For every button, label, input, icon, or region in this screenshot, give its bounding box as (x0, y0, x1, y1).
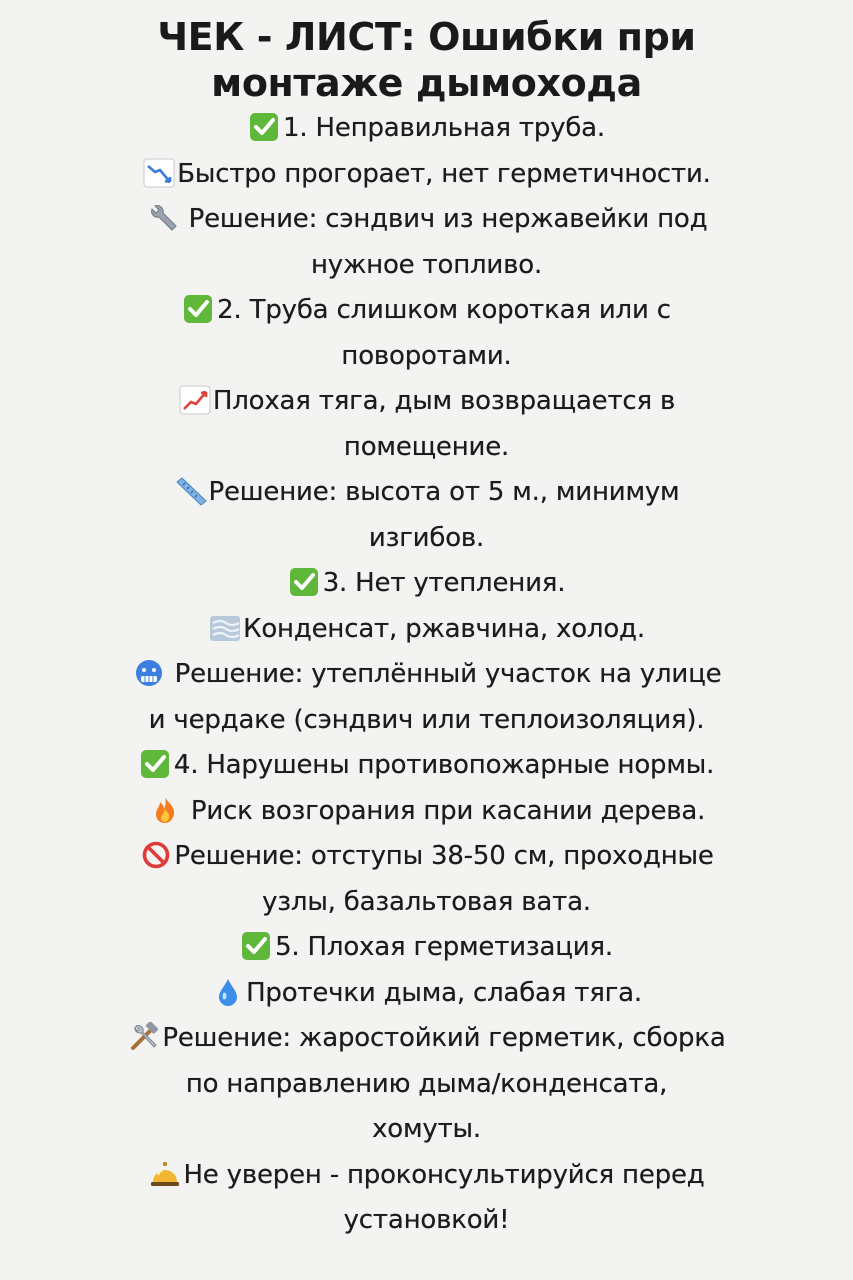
footer-line-2: установкой! (343, 1205, 510, 1235)
hammer-and-wrench-icon (127, 1022, 161, 1052)
item-4-solution-line-2: узлы, базальтовая вата. (262, 886, 591, 917)
check-mark-button-icon (240, 931, 274, 961)
check-mark-button-icon (288, 567, 322, 597)
item-1-problem: Быстро прогорает, нет герметичности. (40, 152, 813, 198)
fire-icon (148, 795, 182, 825)
footer-line-1: Не уверен - проконсультируйся перед (40, 1153, 813, 1199)
bellhop-bell-icon (148, 1159, 182, 1189)
item-5-solution-line-2: по направлению дыма/конденсата, (185, 1068, 668, 1099)
item-3-problem: Конденсат, ржавчина, холод. (40, 607, 813, 653)
item-1-heading: 1. Неправильная труба. (40, 106, 813, 152)
item-2-heading: 2. Труба слишком короткая или с (40, 288, 813, 334)
prohibited-icon (139, 840, 173, 870)
item-2-solution-line-1: Решение: высота от 5 м., минимум (40, 470, 813, 516)
item-5-solution-line-1: Решение: жаростойкий герметик, сборка (40, 1016, 813, 1062)
item-2-heading-line-2: поворотами. (341, 340, 512, 371)
item-3-heading: 3. Нет утепления. (40, 561, 813, 607)
check-mark-button-icon (248, 112, 282, 142)
page-title (40, 14, 813, 106)
item-1-solution-line-1: Решение: сэндвич из нержавейки под (40, 197, 813, 243)
wrench-icon (146, 203, 180, 233)
item-2-solution-line-2: изгибов. (368, 522, 485, 553)
item-4-solution-line-1: Решение: отступы 38-50 см, проходные (40, 834, 813, 880)
cold-face-icon (132, 658, 166, 688)
item-5-heading: 5. Плохая герметизация. (40, 925, 813, 971)
item-4-heading: 4. Нарушены противопожарные нормы. (40, 743, 813, 789)
item-5-solution-line-3: хомуты. (372, 1114, 481, 1144)
fog-icon (208, 613, 242, 643)
item-3-solution-line-1: Решение: утеплённый участок на улице (40, 652, 813, 698)
check-mark-button-icon (182, 294, 216, 324)
item-3-solution-line-2: и чердаке (сэндвич или теплоизоляция). (148, 704, 705, 735)
item-2-problem-line-2: помещение. (343, 431, 510, 462)
title-line-1: ЧЕК - ЛИСТ: Ошибки при (157, 15, 696, 59)
item-1-solution-line-2: нужное топливо. (310, 249, 543, 280)
item-4-problem: Риск возгорания при касании дерева. (40, 789, 813, 835)
item-2-problem: Плохая тяга, дым возвращается в (40, 379, 813, 425)
straight-ruler-icon (174, 476, 208, 506)
item-5-problem: Протечки дыма, слабая тяга. (40, 971, 813, 1017)
droplet-icon (211, 977, 245, 1007)
chart-increasing-icon (178, 385, 212, 415)
check-mark-button-icon (139, 749, 173, 779)
chart-decreasing-icon (142, 158, 176, 188)
title-line-2: монтаже дымохода (211, 61, 642, 105)
